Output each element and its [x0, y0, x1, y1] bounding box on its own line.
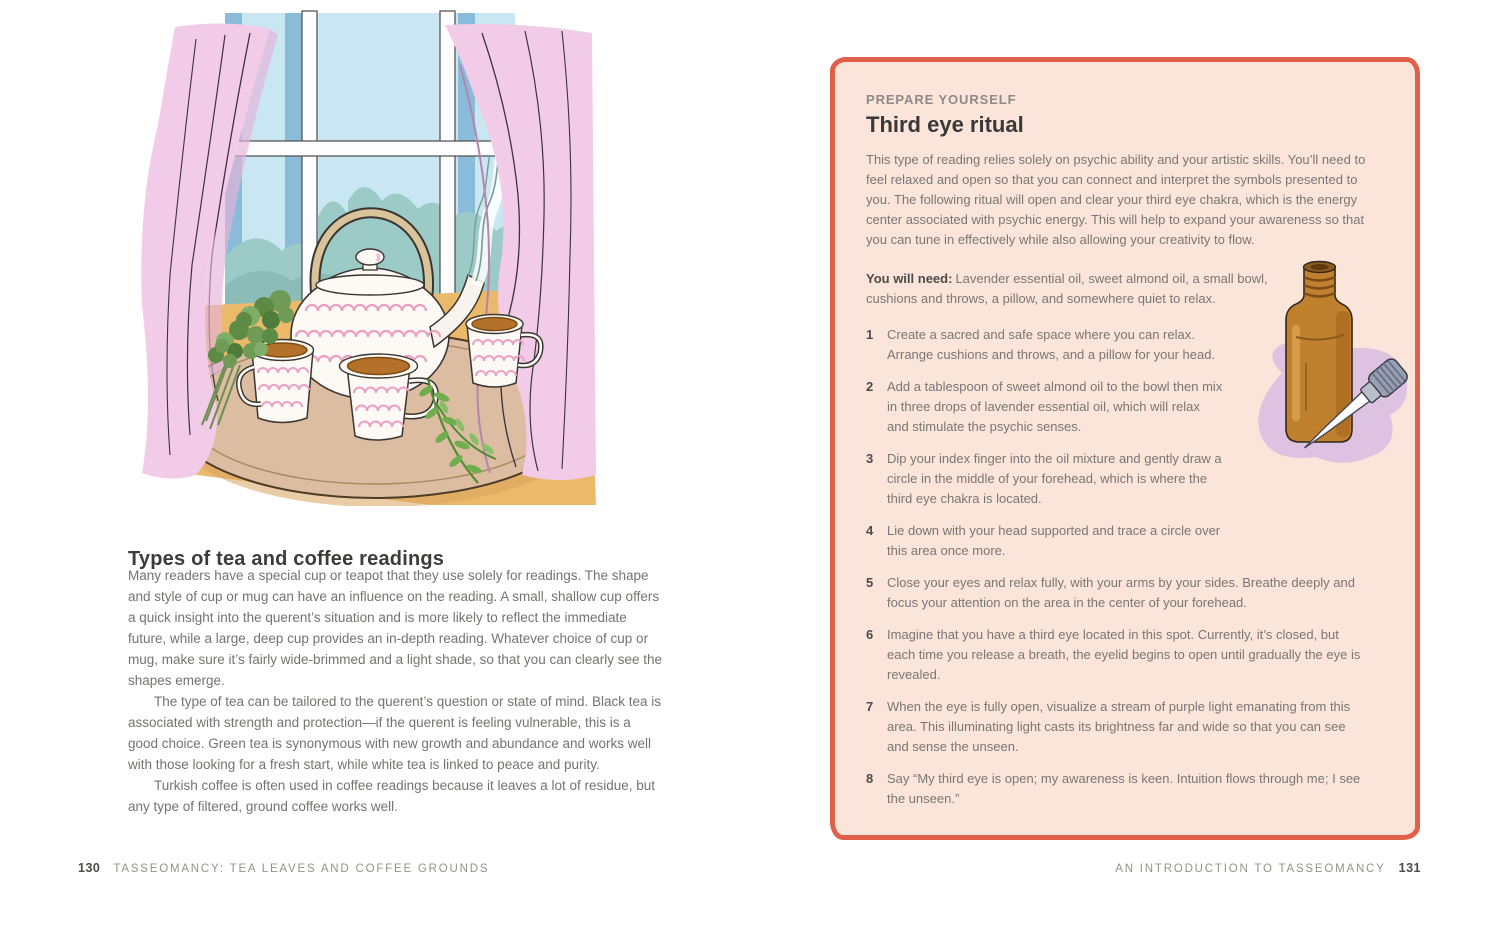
- body-text: [128, 565, 662, 817]
- tea-tray-window-illustration: [130, 4, 600, 506]
- step-item: 4 Lie down with your head supported and trace a circle over this area once more.: [866, 523, 1221, 558]
- paragraph: The type of tea can be tailored to the querent’s question or state of mind. Black tea is associated with strength and protection—if the querent is feeling vulnerable, this is a good choice. Green tea is synonymous with new growth and abundance and works well with those looking for a fresh start, while white tea is linked to peace and purity.: [128, 694, 662, 772]
- step-item: 2 Add a tablespoon of sweet almond oil to the bowl then mix in three drops of lavender essential oil, which will relax and stimulate the psychic senses.: [866, 379, 1223, 434]
- paragraph: Turkish coffee is often used in coffee readings because it leaves a lot of residue, but any type of filtered, ground coffee works well.: [128, 778, 656, 814]
- you-will-need: [866, 269, 1281, 309]
- running-title: TASSEOMANCY: TEA LEAVES AND COFFEE GROUNDS: [113, 863, 490, 875]
- paragraph: Many readers have a special cup or teapot that they use solely for readings. The shape and style of cup or mug can have an influence on the reading. A small, shallow cup offers a quick insight into the querent’s situation and is more likely to reflect the immediate future, while a large, deep cup provides an in-depth reading. Whatever choice of cup or mug, make sure it’s fairly wide-brimmed and a light shade, so that you can clearly see the shapes emerge.: [128, 568, 663, 688]
- footer-right: [1115, 861, 1421, 875]
- section-heading: Types of tea and coffee readings: [128, 547, 445, 570]
- page-number: 130: [78, 861, 101, 875]
- panel-kicker: PREPARE YOURSELF: [866, 92, 1017, 107]
- running-title: AN INTRODUCTION TO TASSEOMANCY: [1115, 863, 1386, 875]
- ritual-panel: [830, 57, 1420, 840]
- you-will-need-text: Lavender essential oil, sweet almond oil, a small bowl, cushions and throws, a pillow, and somewhere quiet to relax.: [866, 271, 1268, 306]
- page-number: 131: [1398, 861, 1421, 875]
- panel-intro: This type of reading relies solely on psychic ability and your artistic skills. You’ll need to feel relaxed and open so that you can connect and interpret the symbols presented to you. The following ritual will open and clear your third eye chakra, which is the energy center associated with psychic energy. This will help to expand your awareness so that you can tune in effectively while also allowing your creativity to flow.: [866, 152, 1366, 247]
- panel-title: Third eye ritual: [866, 112, 1024, 137]
- you-will-need-label: You will need:: [866, 271, 953, 286]
- step-item: 5 Close your eyes and relax fully, with your arms by your sides. Breathe deeply and focus your attention on the area in the center of your forehead.: [866, 575, 1355, 610]
- footer-left: [78, 861, 489, 875]
- step-item: 8 Say “My third eye is open; my awareness is keen. Intuition flows through me; I see the unseen.”: [866, 771, 1361, 806]
- step-item: 3 Dip your index finger into the oil mixture and gently draw a circle in the middle of your forehead, which is where the third eye chakra is located.: [866, 451, 1222, 506]
- step-item: 1 Create a sacred and safe space where you can relax. Arrange cushions and throws, and a pillow for your head.: [866, 327, 1216, 362]
- essential-oil-dropper-illustration: [1248, 255, 1411, 498]
- step-item: 7 When the eye is fully open, visualize a stream of purple light emanating from this area. This illuminating light casts its brightness far and wide so that you can see and sense the unseen.: [866, 699, 1351, 754]
- step-item: 6 Imagine that you have a third eye located in this spot. Currently, it’s closed, but each time you release a breath, the eyelid begins to open until gradually the eye is revealed.: [866, 627, 1361, 682]
